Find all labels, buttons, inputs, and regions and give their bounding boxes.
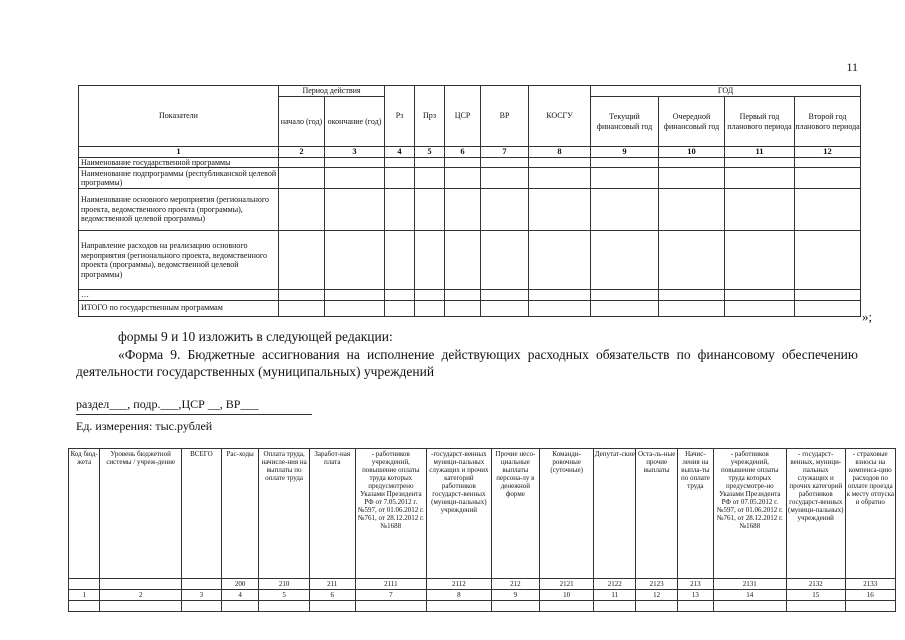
col-number: 10 — [539, 590, 593, 601]
code-cell — [100, 579, 182, 590]
units-line: Ед. измерения: тыс.рублей — [76, 419, 213, 433]
header-salary: Заработ-ная плата — [309, 449, 355, 579]
header-expenses: Рас-ходы — [221, 449, 259, 579]
code-cell: 2132 — [786, 579, 845, 590]
header-salary-civil-servants: -государст-венных муници-пальных служащих и прочих категорий работников государст-венных (муници-пальных) учреждений — [426, 449, 491, 579]
header-labor-pay: Оплата труда, начисле-ния на выплаты по оплате труда — [259, 449, 309, 579]
code-cell: 213 — [678, 579, 714, 590]
code-cell: 2121 — [539, 579, 593, 590]
code-cell: 2131 — [713, 579, 786, 590]
header-salary-decree-staff: - работников учреждений, повышение оплаты труда которых предусмотрено Указами Президента РФ от 7.05.2012 г. №597, от 01.06.2012 г. №761, от 28.12.2012 г. №1688 — [355, 449, 426, 579]
header-other-payments: Оста-ль-ные прочие выплаты — [636, 449, 678, 579]
page-number: 11 — [846, 60, 858, 74]
header-plan-year2: Второй год планового периода — [795, 97, 861, 147]
col-number: 16 — [845, 590, 895, 601]
code-cell: 210 — [259, 579, 309, 590]
header-current-year: Текущий финансовый год — [591, 97, 659, 147]
header-vr: ВР — [481, 86, 529, 147]
col-number: 5 — [259, 590, 309, 601]
col-number: 3 — [182, 590, 222, 601]
header-prz: Прз — [415, 86, 445, 147]
code-cell: 2122 — [594, 579, 636, 590]
col-number: 8 — [529, 147, 591, 158]
header-accruals-decree-staff: - работников учреждений, повышение оплаты труда которых предусмотре-но Указами Президента РФ от 07.05.2012 г. №597, от 01.06.2012 г. №761, от 28.12.2012 г. №1688 — [713, 449, 786, 579]
col-number: 5 — [415, 147, 445, 158]
header-rz: Рз — [385, 86, 415, 147]
header-next-year: Очередной финансовый год — [659, 97, 725, 147]
col-number: 15 — [786, 590, 845, 601]
section-line: раздел___, подр.___,ЦСР __, ВР___ — [76, 397, 259, 411]
code-cell: 200 — [221, 579, 259, 590]
code-cell — [182, 579, 222, 590]
paragraph-form9-title: «Форма 9. Бюджетные ассигнования на исполнение действующих расходных обязательств по финансовому обеспечению деятельности государственных (муниципальных) учреждений — [76, 347, 858, 379]
section-underline — [76, 414, 312, 415]
code-cell — [69, 579, 100, 590]
header-period-group: Период действия — [279, 86, 385, 97]
header-budget-code: Код бюд-жета — [69, 449, 100, 579]
row-label-total: ИТОГО по государственным программам — [79, 300, 279, 316]
row-label: Наименование государственной программы — [79, 157, 279, 168]
code-cell: 212 — [491, 579, 539, 590]
col-number: 2 — [279, 147, 325, 158]
header-other-nonsocial: Прочие несо-циальные выплаты персона-лу в денежной форме — [491, 449, 539, 579]
program-table — [78, 85, 861, 317]
col-number: 6 — [309, 590, 355, 601]
col-number: 9 — [491, 590, 539, 601]
code-cell: 2111 — [355, 579, 426, 590]
col-number: 4 — [221, 590, 259, 601]
header-travel: Команди-ровочные (суточные) — [539, 449, 593, 579]
col-number: 12 — [795, 147, 861, 158]
col-number: 6 — [445, 147, 481, 158]
row-label: Направление расходов на реализацию основного мероприятия (регионального проекта, ведомственного проекта (программы), ведомственной целевой программы) — [79, 231, 279, 290]
header-accruals: Начис-ления на выпла-ты по оплате труда — [678, 449, 714, 579]
header-period-end: окончание (год) — [325, 97, 385, 147]
col-number: 14 — [713, 590, 786, 601]
header-year-group: ГОД — [591, 86, 861, 97]
closing-mark: »; — [862, 309, 873, 324]
header-indicators: Показатели — [79, 86, 279, 147]
row-label: Наименование основного мероприятия (регионального проекта, ведомственного проекта (программы), ведомственной целевой программы) — [79, 189, 279, 231]
col-number: 1 — [79, 147, 279, 158]
header-csr: ЦСР — [445, 86, 481, 147]
header-plan-year1: Первый год планового периода — [725, 97, 795, 147]
code-cell: 2123 — [636, 579, 678, 590]
row-label: … — [79, 290, 279, 301]
header-total: ВСЕГО — [182, 449, 222, 579]
header-accruals-civil-servants: - государст-венных, муници-пальных служащих и прочих категорий работников государст-венных (муници-пальных) учреждений — [786, 449, 845, 579]
form9-table — [68, 448, 896, 612]
col-number: 8 — [426, 590, 491, 601]
col-number: 1 — [69, 590, 100, 601]
col-number: 7 — [355, 590, 426, 601]
header-deputy: Депутат-ские — [594, 449, 636, 579]
col-number: 3 — [325, 147, 385, 158]
col-number: 12 — [636, 590, 678, 601]
row-label: Наименование подпрограммы (республиканской целевой программы) — [79, 168, 279, 189]
header-insurance: - страховые взносы на компенса-цию расходов по оплате проезда к месту отпуска и обратно — [845, 449, 895, 579]
col-number: 13 — [678, 590, 714, 601]
col-number: 7 — [481, 147, 529, 158]
col-number: 11 — [725, 147, 795, 158]
code-cell: 2133 — [845, 579, 895, 590]
col-number: 11 — [594, 590, 636, 601]
code-cell: 211 — [309, 579, 355, 590]
code-cell: 2112 — [426, 579, 491, 590]
col-number: 10 — [659, 147, 725, 158]
col-number: 2 — [100, 590, 182, 601]
header-period-start: начало (год) — [279, 97, 325, 147]
header-kosgu: КОСГУ — [529, 86, 591, 147]
header-budget-level: Уровень бюджетной системы / учреж-дение — [100, 449, 182, 579]
col-number: 9 — [591, 147, 659, 158]
col-number: 4 — [385, 147, 415, 158]
paragraph-intro: формы 9 и 10 изложить в следующей редакции: — [118, 329, 393, 344]
